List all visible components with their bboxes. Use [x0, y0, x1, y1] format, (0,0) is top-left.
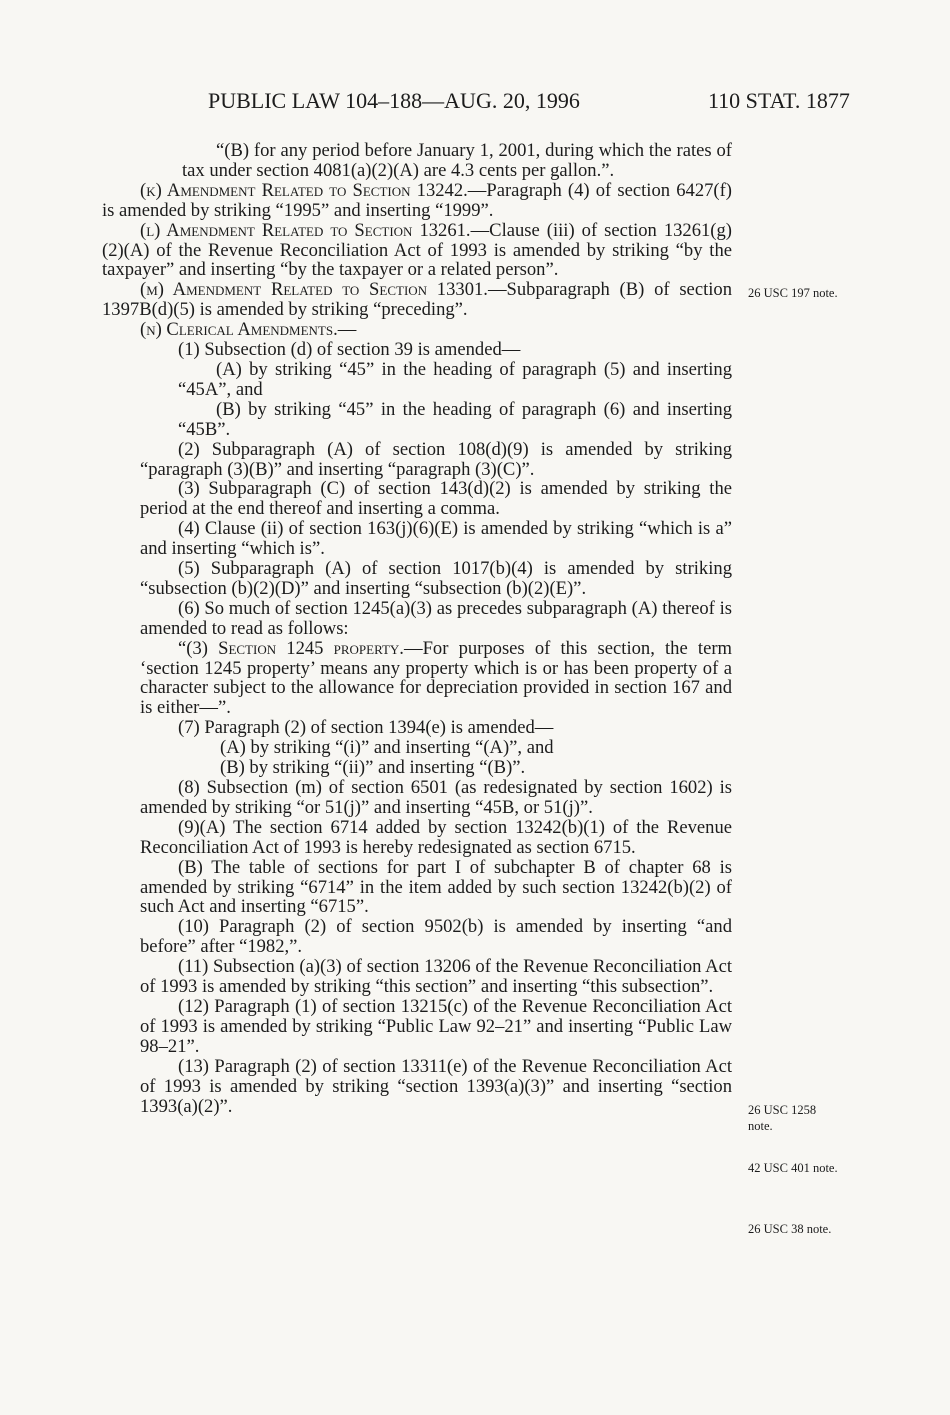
- statute-body: [102, 141, 732, 1116]
- paragraph-7-a: (A) by striking “(i)” and inserting “(A)”, and: [220, 737, 554, 759]
- paragraph-10: (10) Paragraph (2) of section 9502(b) is amended by inserting “and before” after “1982,”.: [140, 916, 732, 958]
- paragraph-1-a: (A) by striking “45” in the heading of paragraph (5) and inserting “45A”, and: [178, 358, 732, 400]
- paragraph-5: (5) Subparagraph (A) of section 1017(b)(4) is amended by striking “subsection (b)(2)(D)” and inserting “subsection (b)(2)(E)”.: [140, 558, 732, 599]
- section-text: —Subparagraph (B) of section 1397B(d)(5) is amended by striking “preceding”.: [102, 279, 732, 321]
- paragraph-6-quoted: [102, 639, 732, 719]
- section-k: [102, 181, 732, 221]
- section-text: —: [337, 319, 357, 341]
- section-heading: “(3) Section 1245 property.: [178, 637, 404, 659]
- section-text: —Clause (iii) of section 13261(g)(2)(A) of the Revenue Reconciliation Act of 1993 is amended by striking “by the taxpayer” and inserting “by the taxpayer or a related person”.: [102, 219, 732, 281]
- section-heading: (l) Amendment Related to Section 13261.: [140, 219, 471, 241]
- paragraph-7-b: (B) by striking “(ii)” and inserting “(B)”.: [220, 757, 526, 779]
- paragraph-4: (4) Clause (ii) of section 163(j)(6)(E) is amended by striking “which is a” and inserting “which is”.: [140, 518, 732, 560]
- paragraph-2: (2) Subparagraph (A) of section 108(d)(9) is amended by striking “paragraph (3)(B)” and inserting “paragraph (3)(C)”.: [140, 438, 732, 480]
- section-heading: (m) Amendment Related to Section 13301.: [140, 279, 488, 301]
- section-heading: (n) Clerical Amendments.: [140, 319, 338, 341]
- statute-page-number: 110 STAT. 1877: [708, 88, 850, 113]
- section-m: [102, 280, 732, 320]
- paragraph-9-a: (9)(A) The section 6714 added by section 13242(b)(1) of the Revenue Reconciliation Act of 1993 is hereby redesignated as section 6715.: [140, 816, 732, 858]
- paragraph-1: (1) Subsection (d) of section 39 is amended—: [178, 339, 521, 361]
- margin-note: 42 USC 401 note.: [748, 1161, 838, 1175]
- running-head: PUBLIC LAW 104–188—AUG. 20, 1996: [208, 88, 580, 113]
- section-heading: (k) Amendment Related to Section 13242.: [140, 179, 468, 201]
- paragraph-12: (12) Paragraph (1) of section 13215(c) of the Revenue Reconciliation Act of 1993 is amended by striking “Public Law 92–21” and inserting “Public Law 98–21”.: [140, 995, 732, 1057]
- page-header: [0, 88, 950, 118]
- paragraph-b-quoted: “(B) for any period before January 1, 2001, during which the rates of tax under section 4081(a)(2)(A) are 4.3 cents per gallon.”.: [182, 140, 732, 181]
- section-l: [102, 221, 732, 281]
- margin-note: 26 USC 1258 note.: [748, 1103, 817, 1133]
- section-text: —For purposes of this section, the term ‘section 1245 property’ means any property which is or has been property of a character subject to the allowance for depreciation provided in section 167 and is either—”.: [140, 637, 732, 719]
- paragraph-6: (6) So much of section 1245(a)(3) as precedes subparagraph (A) thereof is amended to read as follows:: [140, 597, 732, 639]
- paragraph-3: (3) Subparagraph (C) of section 143(d)(2) is amended by striking the period at the end thereof and inserting a comma.: [140, 478, 732, 520]
- margin-note: 26 USC 197 note.: [748, 286, 838, 300]
- section-text: —Paragraph (4) of section 6427(f) is amended by striking “1995” and inserting “1999”.: [102, 179, 732, 221]
- margin-note: 26 USC 38 note.: [748, 1222, 832, 1236]
- paragraph-13: (13) Paragraph (2) of section 13311(e) of the Revenue Reconciliation Act of 1993 is amended by striking “section 1393(a)(3)” and inserting “section 1393(a)(2)”.: [140, 1055, 732, 1117]
- paragraph-9-b: (B) The table of sections for part I of subchapter B of chapter 68 is amended by striking “6714” in the item added by such section 13242(b)(2) of such Act and inserting “6715”.: [140, 856, 732, 918]
- paragraph-7: (7) Paragraph (2) of section 1394(e) is amended—: [178, 717, 554, 739]
- paragraph-1-b: (B) by striking “45” in the heading of paragraph (6) and inserting “45B”.: [178, 398, 732, 440]
- paragraph-8: (8) Subsection (m) of section 6501 (as redesignated by section 1602) is amended by striking “or 51(j)” and inserting “45B, or 51(j)”.: [140, 777, 732, 818]
- section-n: [102, 320, 732, 340]
- paragraph-11: (11) Subsection (a)(3) of section 13206 of the Revenue Reconciliation Act of 1993 is amended by striking “this section” and inserting “this subsection”.: [140, 956, 732, 998]
